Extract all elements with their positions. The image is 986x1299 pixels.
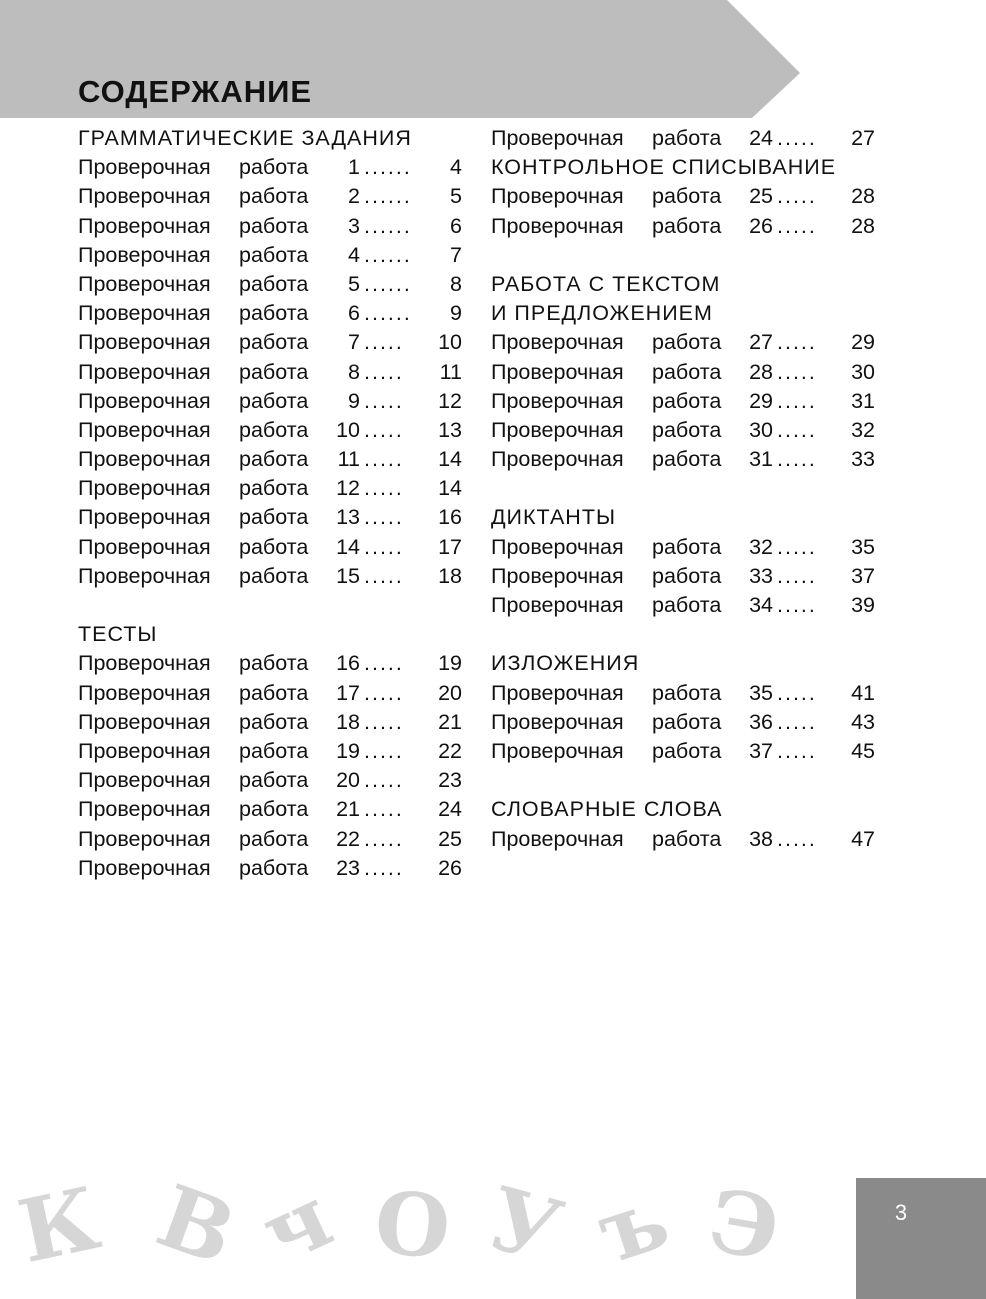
entry-page-number: 8: [450, 271, 462, 296]
dot-leader: .....: [777, 680, 817, 705]
section-heading: ГРАММАТИЧЕСКИЕ ЗАДАНИЯ: [78, 126, 412, 150]
entry-number: 34: [749, 593, 773, 617]
entry-title-word: работа: [239, 651, 309, 676]
entry-title-word: работа: [652, 738, 722, 763]
entry-title-word: работа: [652, 826, 722, 851]
toc-entry[interactable]: [78, 212, 468, 241]
decorative-letter: О: [370, 1171, 455, 1280]
entry-number: 7: [348, 330, 360, 355]
entry-page-number: 28: [851, 213, 875, 238]
entry-page-number: 27: [851, 126, 875, 150]
entry-title-word: Проверочная: [491, 593, 624, 617]
entry-title-word: работа: [239, 563, 309, 588]
entry-title-word: Проверочная: [78, 855, 211, 880]
entry-title-word: Проверочная: [491, 417, 624, 442]
entry-title-word: Проверочная: [78, 505, 211, 530]
entry-page-number: 19: [438, 651, 462, 676]
entry-page-number: 31: [851, 388, 875, 413]
entry-number: 38: [749, 826, 773, 851]
entry-title-word: работа: [652, 330, 722, 355]
toc-entry[interactable]: [491, 825, 881, 854]
section-spacer: [491, 766, 881, 795]
entry-number: 13: [336, 505, 360, 530]
entry-title-word: работа: [652, 359, 722, 384]
decorative-letter: У: [478, 1167, 572, 1284]
entry-number: 26: [749, 213, 773, 238]
entry-page-number: 13: [438, 417, 462, 442]
entry-page-number: 6: [450, 213, 462, 238]
decorative-letter: Э: [701, 1169, 787, 1282]
toc-entry[interactable]: [491, 328, 881, 357]
toc-entry[interactable]: [78, 182, 468, 211]
entry-number: 30: [749, 417, 773, 442]
entry-title-word: работа: [652, 680, 722, 705]
entry-page-number: 21: [438, 709, 462, 734]
entry-title-word: Проверочная: [78, 563, 211, 588]
entry-number: 25: [749, 184, 773, 209]
entry-title-word: работа: [652, 593, 722, 617]
entry-title-word: Проверочная: [491, 213, 624, 238]
dot-leader: ......: [364, 155, 412, 180]
entry-title-word: Проверочная: [491, 826, 624, 851]
dot-leader: .....: [364, 476, 404, 501]
section-heading: И ПРЕДЛОЖЕНИЕМ: [491, 301, 713, 326]
entry-page-number: 24: [438, 797, 462, 822]
dot-leader: .....: [777, 709, 817, 734]
entry-title-word: Проверочная: [491, 563, 624, 588]
entry-title-word: работа: [239, 155, 309, 180]
entry-title-word: работа: [239, 709, 309, 734]
entry-page-number: 37: [851, 563, 875, 588]
dot-leader: .....: [777, 330, 817, 355]
section-spacer: [491, 241, 881, 270]
dot-leader: .....: [777, 534, 817, 559]
toc-entry[interactable]: [78, 387, 468, 416]
dot-leader: ......: [364, 271, 412, 296]
dot-leader: .....: [364, 563, 404, 588]
section-heading: СЛОВАРНЫЕ СЛОВА: [491, 797, 723, 822]
entry-title-word: работа: [239, 505, 309, 530]
entry-number: 37: [749, 738, 773, 763]
dot-leader: .....: [777, 593, 817, 617]
dot-leader: .....: [777, 738, 817, 763]
entry-page-number: 39: [851, 593, 875, 617]
entry-page-number: 12: [438, 388, 462, 413]
entry-title-word: Проверочная: [491, 126, 624, 150]
toc-entry[interactable]: [491, 679, 881, 708]
entry-title-word: Проверочная: [78, 417, 211, 442]
entry-page-number: 16: [438, 505, 462, 530]
dot-leader: .....: [364, 826, 404, 851]
entry-title-word: работа: [239, 301, 309, 326]
entry-page-number: 32: [851, 417, 875, 442]
page-number-badge: [856, 1178, 986, 1299]
entry-title-word: Проверочная: [78, 271, 211, 296]
entry-number: 36: [749, 709, 773, 734]
section-heading: КОНТРОЛЬНОЕ СПИСЫВАНИЕ: [491, 155, 837, 180]
entry-number: 27: [749, 330, 773, 355]
toc-entry[interactable]: [491, 212, 881, 241]
toc-entry[interactable]: [491, 416, 881, 445]
toc-entry[interactable]: [491, 124, 881, 153]
dot-leader: .....: [777, 563, 817, 588]
toc-entry[interactable]: [491, 562, 881, 591]
entry-number: 4: [348, 242, 360, 267]
entry-title-word: работа: [239, 447, 309, 472]
decorative-letter: ч: [246, 1166, 347, 1285]
entry-title-word: Проверочная: [78, 826, 211, 851]
dot-leader: .....: [364, 855, 404, 880]
entry-number: 33: [749, 563, 773, 588]
entry-number: 8: [348, 359, 360, 384]
dot-leader: .....: [364, 359, 404, 384]
dot-leader: .....: [364, 534, 404, 559]
entry-title-word: работа: [239, 184, 309, 209]
decorative-letter: В: [144, 1165, 248, 1286]
toc-entry[interactable]: [78, 416, 468, 445]
dot-leader: .....: [364, 738, 404, 763]
dot-leader: .....: [777, 184, 817, 209]
entry-number: 3: [348, 213, 360, 238]
section-spacer: [491, 474, 881, 503]
entry-title-word: работа: [239, 271, 309, 296]
section-heading: РАБОТА С ТЕКСТОМ: [491, 271, 721, 296]
toc-entry[interactable]: [78, 854, 468, 883]
section-spacer: [78, 591, 468, 620]
entry-title-word: работа: [652, 534, 722, 559]
entry-page-number: 47: [851, 826, 875, 851]
entry-title-word: работа: [239, 534, 309, 559]
entry-page-number: 18: [438, 563, 462, 588]
entry-number: 12: [336, 476, 360, 501]
toc-entry[interactable]: [78, 533, 468, 562]
entry-page-number: 20: [438, 680, 462, 705]
toc-entry[interactable]: [78, 358, 468, 387]
entry-page-number: 41: [851, 680, 875, 705]
entry-number: 32: [749, 534, 773, 559]
entry-title-word: Проверочная: [491, 184, 624, 209]
entry-title-word: Проверочная: [78, 301, 211, 326]
dot-leader: .....: [364, 505, 404, 530]
entry-page-number: 45: [851, 738, 875, 763]
section-spacer: [491, 620, 881, 649]
entry-title-word: работа: [652, 126, 722, 150]
dot-leader: .....: [777, 359, 817, 384]
entry-title-word: работа: [239, 680, 309, 705]
entry-page-number: 29: [851, 330, 875, 355]
dot-leader: .....: [777, 213, 817, 238]
dot-leader: ......: [364, 184, 412, 209]
dot-leader: ......: [364, 242, 412, 267]
entry-number: 10: [336, 417, 360, 442]
decorative-letter: К: [10, 1167, 108, 1284]
entry-title-word: работа: [652, 213, 722, 238]
toc-entry[interactable]: [78, 153, 468, 182]
entry-page-number: 43: [851, 709, 875, 734]
dot-leader: .....: [364, 797, 404, 822]
toc-left-column: [78, 124, 468, 883]
page-title: СОДЕРЖАНИЕ: [78, 74, 313, 109]
entry-title-word: Проверочная: [78, 242, 211, 267]
entry-title-word: работа: [239, 417, 309, 442]
entry-title-word: Проверочная: [491, 330, 624, 355]
entry-title-word: работа: [239, 330, 309, 355]
entry-title-word: работа: [239, 242, 309, 267]
toc-entry[interactable]: [491, 591, 881, 620]
entry-number: 16: [336, 651, 360, 676]
entry-title-word: работа: [239, 476, 309, 501]
entry-number: 15: [336, 563, 360, 588]
dot-leader: .....: [364, 388, 404, 413]
entry-page-number: 10: [438, 330, 462, 355]
toc-entry[interactable]: [78, 270, 468, 299]
entry-number: 5: [348, 271, 360, 296]
entry-page-number: 25: [438, 826, 462, 851]
entry-title-word: работа: [239, 359, 309, 384]
entry-title-word: Проверочная: [78, 359, 211, 384]
entry-number: 2: [348, 184, 360, 209]
toc-entry[interactable]: [78, 795, 468, 824]
entry-number: 19: [336, 738, 360, 763]
entry-page-number: 11: [439, 359, 462, 384]
entry-number: 11: [337, 447, 360, 472]
toc-entry[interactable]: [78, 474, 468, 503]
entry-number: 17: [336, 680, 360, 705]
entry-number: 28: [749, 359, 773, 384]
dot-leader: .....: [364, 447, 404, 472]
entry-page-number: 7: [450, 242, 462, 267]
dot-leader: .....: [364, 651, 404, 676]
entry-page-number: 23: [438, 768, 462, 793]
entry-number: 9: [348, 388, 360, 413]
entry-number: 29: [749, 388, 773, 413]
entry-number: 20: [336, 768, 360, 793]
entry-title-word: Проверочная: [491, 447, 624, 472]
entry-number: 23: [336, 855, 360, 880]
toc-entry[interactable]: [78, 825, 468, 854]
entry-title-word: работа: [652, 709, 722, 734]
entry-title-word: Проверочная: [78, 184, 211, 209]
entry-number: 14: [336, 534, 360, 559]
toc-entry[interactable]: [78, 649, 468, 678]
entry-page-number: 30: [851, 359, 875, 384]
toc-entry[interactable]: [78, 737, 468, 766]
entry-title-word: работа: [652, 447, 722, 472]
entry-title-word: Проверочная: [78, 155, 211, 180]
dot-leader: .....: [777, 388, 817, 413]
entry-title-word: Проверочная: [78, 213, 211, 238]
dot-leader: .....: [777, 126, 817, 150]
dot-leader: ......: [364, 213, 412, 238]
dot-leader: .....: [364, 709, 404, 734]
toc-entry[interactable]: [491, 358, 881, 387]
entry-number: 24: [749, 126, 773, 150]
entry-title-word: работа: [239, 797, 309, 822]
entry-title-word: Проверочная: [78, 738, 211, 763]
entry-title-word: Проверочная: [491, 359, 624, 384]
dot-leader: .....: [364, 680, 404, 705]
entry-title-word: работа: [652, 388, 722, 413]
entry-title-word: Проверочная: [78, 447, 211, 472]
entry-page-number: 5: [450, 184, 462, 209]
toc-entry[interactable]: [78, 299, 468, 328]
entry-page-number: 14: [438, 476, 462, 501]
dot-leader: .....: [364, 417, 404, 442]
entry-title-word: Проверочная: [78, 709, 211, 734]
toc-entry[interactable]: [78, 679, 468, 708]
entry-page-number: 35: [851, 534, 875, 559]
entry-title-word: Проверочная: [78, 330, 211, 355]
entry-title-word: Проверочная: [78, 388, 211, 413]
entry-title-word: работа: [652, 417, 722, 442]
toc-right-column: [491, 124, 881, 854]
toc-entry[interactable]: [491, 737, 881, 766]
entry-title-word: Проверочная: [78, 680, 211, 705]
dot-leader: .....: [777, 417, 817, 442]
entry-title-word: работа: [239, 388, 309, 413]
entry-page-number: 28: [851, 184, 875, 209]
dot-leader: .....: [777, 447, 817, 472]
entry-title-word: Проверочная: [491, 709, 624, 734]
entry-title-word: Проверочная: [78, 768, 211, 793]
entry-page-number: 33: [851, 447, 875, 472]
toc-entry[interactable]: [78, 445, 468, 474]
decorative-letter: ъ: [586, 1167, 680, 1284]
toc-entry[interactable]: [491, 387, 881, 416]
section-heading: ДИКТАНТЫ: [491, 505, 616, 530]
entry-title-word: Проверочная: [78, 534, 211, 559]
section-heading: ИЗЛОЖЕНИЯ: [491, 651, 640, 676]
dot-leader: .....: [777, 826, 817, 851]
toc-entry[interactable]: [78, 708, 468, 737]
section-heading: ТЕСТЫ: [78, 622, 158, 647]
dot-leader: ......: [364, 301, 412, 326]
page-number: 3: [894, 1200, 908, 1225]
entry-title-word: Проверочная: [491, 738, 624, 763]
decorative-letters: [10, 1165, 800, 1286]
entry-number: 21: [336, 797, 360, 822]
toc-entry[interactable]: [491, 445, 881, 474]
entry-title-word: Проверочная: [78, 651, 211, 676]
toc-entry[interactable]: [491, 708, 881, 737]
entry-page-number: 22: [438, 738, 462, 763]
toc-entry[interactable]: [78, 241, 468, 270]
toc-entry[interactable]: [78, 766, 468, 795]
entry-number: 6: [348, 301, 360, 326]
entry-number: 18: [336, 709, 360, 734]
dot-leader: .....: [364, 330, 404, 355]
entry-page-number: 14: [438, 447, 462, 472]
entry-number: 1: [348, 155, 360, 180]
entry-title-word: Проверочная: [491, 680, 624, 705]
entry-number: 35: [749, 680, 773, 705]
entry-title-word: Проверочная: [491, 534, 624, 559]
entry-title-word: Проверочная: [491, 388, 624, 413]
toc-entry[interactable]: [78, 328, 468, 357]
entry-page-number: 26: [438, 855, 462, 880]
toc-entry[interactable]: [491, 533, 881, 562]
entry-title-word: работа: [239, 768, 309, 793]
entry-number: 31: [749, 447, 773, 472]
entry-title-word: Проверочная: [78, 797, 211, 822]
entry-number: 22: [336, 826, 360, 851]
entry-title-word: работа: [239, 213, 309, 238]
toc-entry[interactable]: [491, 182, 881, 211]
entry-page-number: 17: [438, 534, 462, 559]
toc-entry[interactable]: [78, 503, 468, 532]
entry-page-number: 9: [450, 301, 462, 326]
entry-title-word: работа: [652, 563, 722, 588]
toc-entry[interactable]: [78, 562, 468, 591]
entry-page-number: 4: [450, 155, 462, 180]
entry-title-word: Проверочная: [78, 476, 211, 501]
entry-title-word: работа: [652, 184, 722, 209]
entry-title-word: работа: [239, 855, 309, 880]
entry-title-word: работа: [239, 826, 309, 851]
entry-title-word: работа: [239, 738, 309, 763]
dot-leader: .....: [364, 768, 404, 793]
